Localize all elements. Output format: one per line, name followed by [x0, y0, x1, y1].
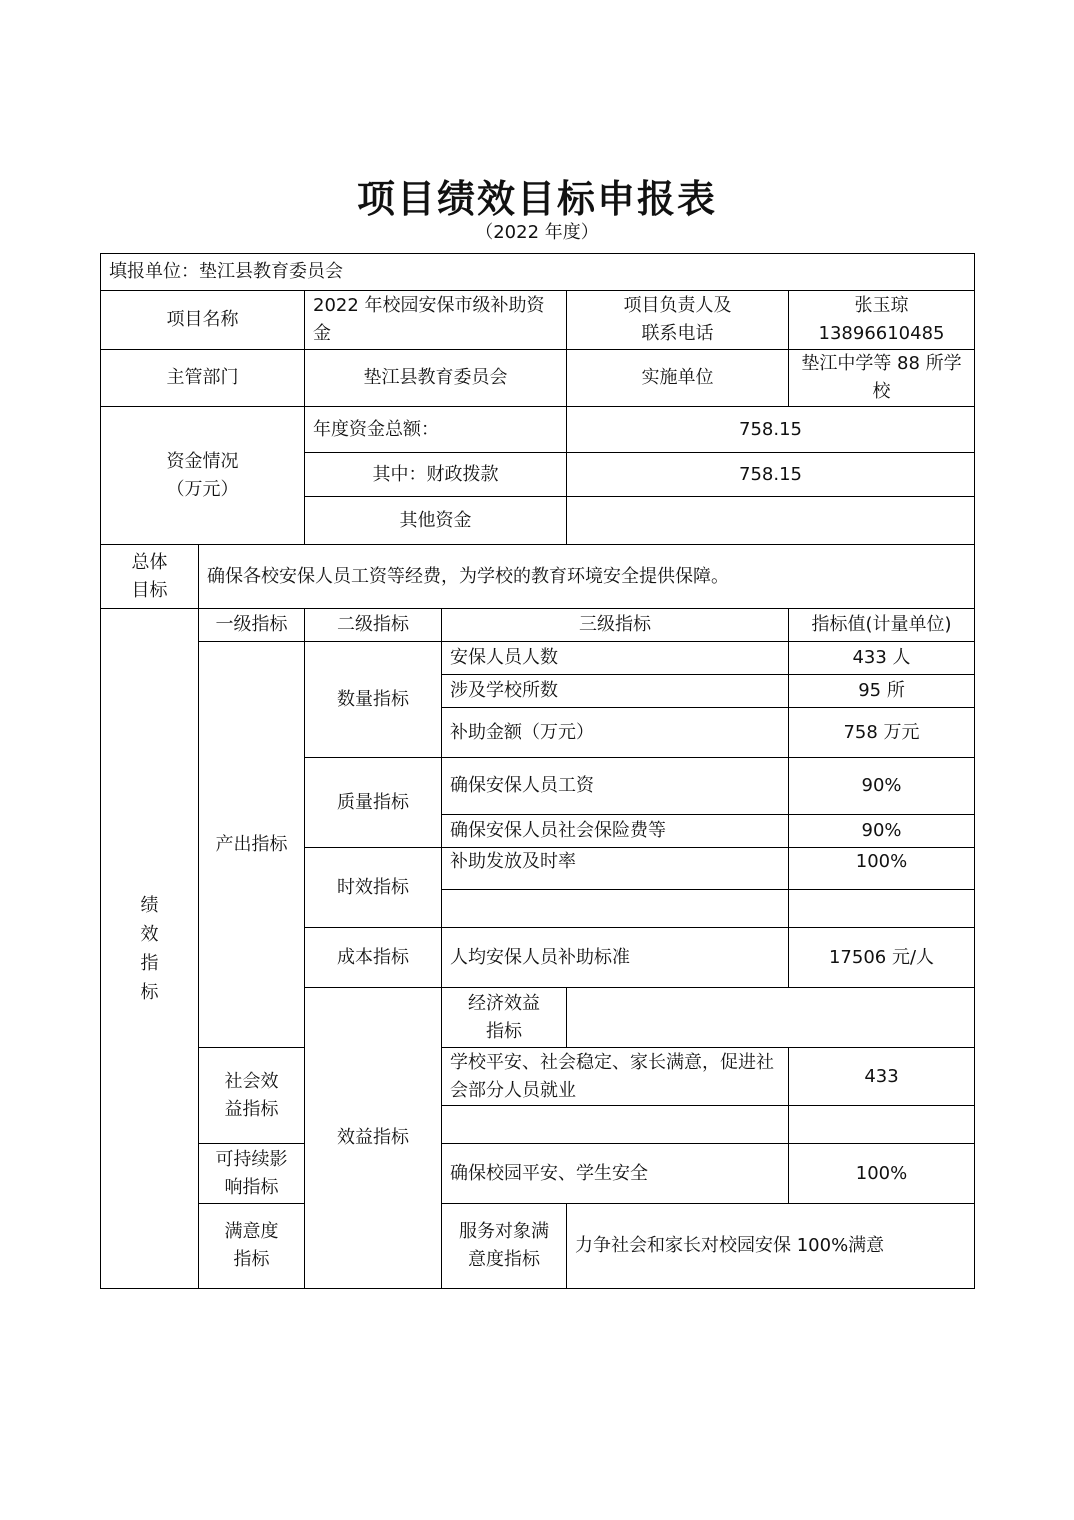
- fiscal-funds-label: 其中：财政拨款: [305, 453, 567, 497]
- indicator-name: 安保人员人数: [442, 642, 789, 675]
- quality-indicators-label: 质量指标: [305, 758, 442, 848]
- header-level3: 三级指标: [442, 609, 789, 642]
- project-name-label: 项目名称: [101, 291, 305, 350]
- other-funds-value: [567, 497, 975, 545]
- overall-goal-label-line2: 目标: [131, 579, 168, 601]
- service-satisfaction-label: 服务对象满意度指标: [442, 1204, 567, 1289]
- indicator-value: 17506 元/人: [789, 928, 975, 988]
- social-benefit-label: 社会效益指标: [199, 1048, 305, 1144]
- overall-goal-label: [101, 545, 199, 609]
- indicator-value: [789, 890, 975, 928]
- cost-indicators-label: 成本指标: [305, 928, 442, 988]
- indicator-value: 95 所: [789, 675, 975, 708]
- indicator-name: 确保安保人员工资: [442, 758, 789, 815]
- header-level2: 二级指标: [305, 609, 442, 642]
- overall-goal-label-line1: 总体: [131, 551, 168, 573]
- quantity-indicators-label: 数量指标: [305, 642, 442, 758]
- total-funds-value: 758.15: [567, 407, 975, 453]
- satisfaction-indicators-label: 满意度指标: [199, 1204, 305, 1289]
- economic-benefit-label: 经济效益指标: [442, 988, 567, 1048]
- overall-goal-text: 确保各校安保人员工资等经费，为学校的教育环境安全提供保障。: [199, 545, 975, 609]
- performance-indicators-char-1: 绩: [140, 894, 159, 916]
- dept-label: 主管部门: [101, 350, 305, 407]
- page-subtitle: （2022 年度）: [475, 222, 599, 243]
- performance-indicators-char-2: 效: [140, 923, 159, 945]
- indicator-value: 433 人: [789, 642, 975, 675]
- performance-indicators-label: [101, 609, 199, 1289]
- contact-value: 张玉琼 13896610485: [789, 291, 975, 350]
- timeliness-indicators-label: 时效指标: [305, 848, 442, 928]
- indicator-name: [442, 1106, 789, 1144]
- dept-value: 垫江县教育委员会: [305, 350, 567, 407]
- indicator-name: [442, 890, 789, 928]
- impl-value: 垫江中学等 88 所学校: [789, 350, 975, 407]
- indicator-name: 学校平安、社会稳定、家长满意，促进社会部分人员就业: [442, 1048, 789, 1106]
- indicator-name: 涉及学校所数: [442, 675, 789, 708]
- indicator-name: 确保安保人员社会保险费等: [442, 815, 789, 848]
- funds-label-cell: [101, 407, 305, 545]
- header-value: 指标值(计量单位): [789, 609, 975, 642]
- performance-indicators-char-3: 指: [140, 952, 159, 974]
- indicator-value: 758 万元: [789, 708, 975, 758]
- funds-label: 资金情况: [166, 450, 239, 472]
- funds-unit: （万元）: [166, 478, 239, 500]
- indicator-name: 补助金额（万元）: [442, 708, 789, 758]
- indicator-name: 人均安保人员补助标准: [442, 928, 789, 988]
- indicator-value: 90%: [789, 815, 975, 848]
- contact-label: 项目负责人及联系电话: [567, 291, 789, 350]
- reporting-unit: 填报单位：垫江县教育委员会: [101, 254, 975, 291]
- output-indicators-label: 产出指标: [199, 642, 305, 1048]
- performance-indicators-char-4: 标: [140, 981, 159, 1003]
- indicator-name: [567, 988, 975, 1048]
- project-name-value: 2022 年校园安保市级补助资金: [305, 291, 567, 350]
- total-funds-label: 年度资金总额：: [305, 407, 567, 453]
- indicator-value: 90%: [789, 758, 975, 815]
- sustainable-impact-label: 可持续影响指标: [199, 1144, 305, 1204]
- indicator-value: 100%: [789, 848, 975, 890]
- other-funds-label: 其他资金: [305, 497, 567, 545]
- indicator-value: 433: [789, 1048, 975, 1106]
- indicator-value: [789, 1106, 975, 1144]
- indicator-value: 100%: [789, 1144, 975, 1204]
- benefit-indicators-label: 效益指标: [305, 988, 442, 1289]
- indicator-name: 力争社会和家长对校园安保 100%满意: [567, 1204, 975, 1289]
- performance-target-table: [100, 253, 975, 1289]
- fiscal-funds-value: 758.15: [567, 453, 975, 497]
- header-level1: 一级指标: [199, 609, 305, 642]
- impl-label: 实施单位: [567, 350, 789, 407]
- indicator-name: 确保校园平安、学生安全: [442, 1144, 789, 1204]
- page-title: 项目绩效目标申报表: [356, 176, 717, 221]
- indicator-name: 补助发放及时率: [442, 848, 789, 890]
